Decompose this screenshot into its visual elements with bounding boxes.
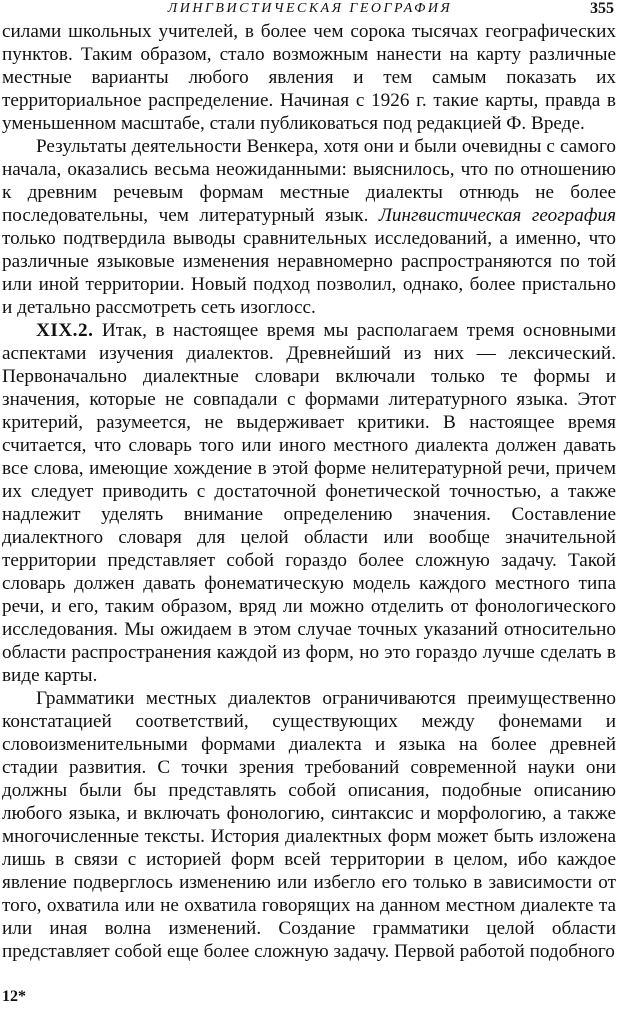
paragraph-text: силами школьных учителей, в более чем сорока тысячах географических пунктов. Таким образом, стало возможным нанести на карту различные местные варианты любого явления и тем самым показать их территориальное распределение. Начиная с 1926 г. такие карты, правда в уменьшенном масштабе, стали публиковаться под редакцией Ф. Вреде. <box>2 21 616 134</box>
running-title: ЛИНГВИСТИЧЕСКАЯ ГЕОГРАФИЯ <box>167 1 453 16</box>
running-head <box>0 0 620 18</box>
paragraph-text-end: только подтвердила выводы сравнительных исследований, а именно, что различные языковые изменения неравномерно распространяются по той или иной территории. Новый подход позволил, однако, более пристально и детально рассмотреть сеть изоглосс. <box>2 228 616 318</box>
page-number: 355 <box>590 0 614 17</box>
paragraph-grammars <box>2 687 616 963</box>
paragraph-continuation <box>2 20 616 135</box>
paragraph-section-xix-2 <box>2 319 616 687</box>
paragraph-wenker-results <box>2 135 616 319</box>
paragraph-text-start: Результаты деятельности Венкера, хотя они и были очевидны с самого начала, оказались весьма неожиданными: выяснилось, что по отношению к древним речевым формам местные диалекты отнюдь не более последовательны, чем литературный язык. <box>2 136 616 226</box>
paragraph-text: Грамматики местных диалектов ограничиваются преимущественно констатацией соответствий, существующих между фонемами и словоизменительными формами диалекта и языка на более древней стадии развития. С точки зрения требований современной науки они должны были бы представлять собой описания, подобные описанию любого языка, и включать фонологию, синтаксис и морфологию, а также многочисленные тексты. История диалектных форм может быть изложена лишь в связи с историей форм всей территории в целом, ибо каждое явление подверглось изменению или избегло его только в зависимости от того, охватила или не охватила говорящих на данном местном диалекте та или иная волна изменений. Создание грамматики целой области представляет собой еще более сложную задачу. Первой работой подобного <box>2 688 616 962</box>
italic-term: Лингвистическая география <box>378 205 617 226</box>
body-text <box>2 20 616 963</box>
signature-mark: 12* <box>2 988 26 1005</box>
section-number: XIX.2. <box>36 320 94 341</box>
paragraph-text: Итак, в настоящее время мы располагаем тремя основными аспектами изучения диалектов. Древнейший из них — лексический. Первоначально диалектные словари включали только те формы и значения, которые не совпадали с формами литературного языка. Этот критерий, разумеется, не выдерживает критики. В настоящее время считается, что словарь того или иного местного диалекта должен давать все слова, имеющие хождение в этой форме нелитературной речи, причем их следует приводить с достаточной фонетической точностью, а также надлежит уделять внимание определению значения. Составление диалектного словаря для целой области или вообще значительной территории представляет собой гораздо более сложную задачу. Такой словарь должен давать фонематическую модель каждого местного типа речи, и его, таким образом, вряд ли можно отделить от фонологического исследования. Мы ожидаем в этом случае точных указаний относительно области распространения каждой из форм, но это гораздо лучше сделать в виде карты. <box>2 320 616 686</box>
